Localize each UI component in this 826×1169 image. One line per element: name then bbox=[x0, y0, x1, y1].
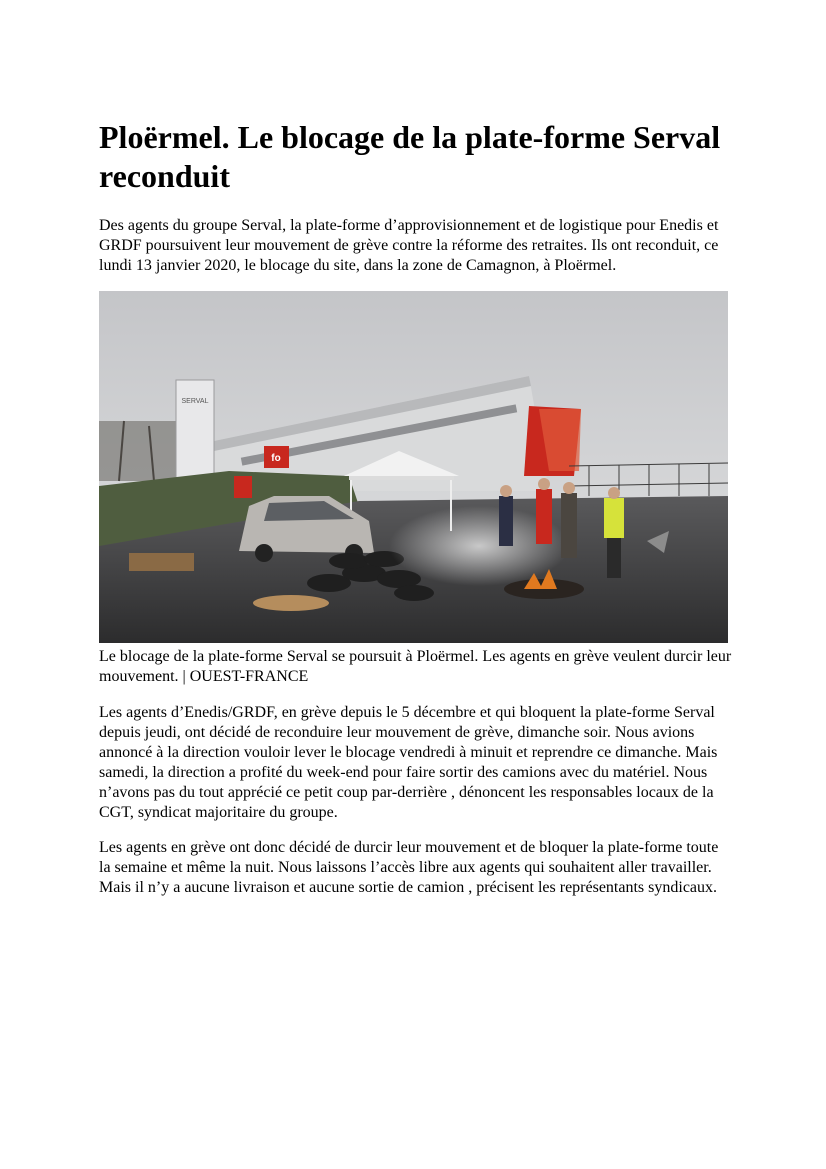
article-intro: Des agents du groupe Serval, la plate-forme d’approvisionnement et de logistique pour Enedis et GRDF poursuivent leur mouvement de grève contre la réforme des retraites. Ils ont reconduit, ce lundi 13 janvier 2020, le blocage du site, dans la zone de Camagnon, à Ploërmel. bbox=[99, 217, 719, 274]
serval-sign bbox=[176, 380, 214, 485]
article-photo bbox=[99, 291, 728, 643]
article-paragraph: Les agents en grève ont donc décidé de durcir leur mouvement et de bloquer la plate-forme toute la semaine et même la nuit. Nous laissons l’accès libre aux agents qui souhaitent aller travailler. Mais il n’y a aucune livraison et aucune sortie de camion , précisent les représentants syndicaux. bbox=[99, 839, 719, 896]
strike-blockade-photo bbox=[99, 291, 728, 643]
svg-text:SERVAL: SERVAL bbox=[181, 398, 209, 405]
cable-spool bbox=[253, 595, 329, 611]
article-paragraph: Les agents d’Enedis/GRDF, en grève depuis le 5 décembre et qui bloquent la plate-forme Serval depuis jeudi, ont décidé de reconduire leur mouvement de grève, dimanche soir. Nous avions annoncé à la direction vouloir lever le blocage vendredi à minuit et reprendre ce dimanche. Mais samedi, la direction a profité du week-end pour faire sortir des camions avec du matériel. Nous n’avons pas du tout apprécié ce petit coup par-derrière , dénoncent les responsables locaux de la CGT, syndicat majoritaire du groupe. bbox=[99, 704, 718, 821]
photo-caption: Le blocage de la plate-forme Serval se poursuit à Ploërmel. Les agents en grève veulent durcir leur mouvement. | OUEST-FRANCE bbox=[99, 648, 732, 685]
svg-text:fo: fo bbox=[271, 453, 281, 464]
article-title: Ploërmel. Le blocage de la plate-forme Serval reconduit bbox=[99, 119, 721, 194]
wooden-pallet bbox=[129, 553, 194, 571]
